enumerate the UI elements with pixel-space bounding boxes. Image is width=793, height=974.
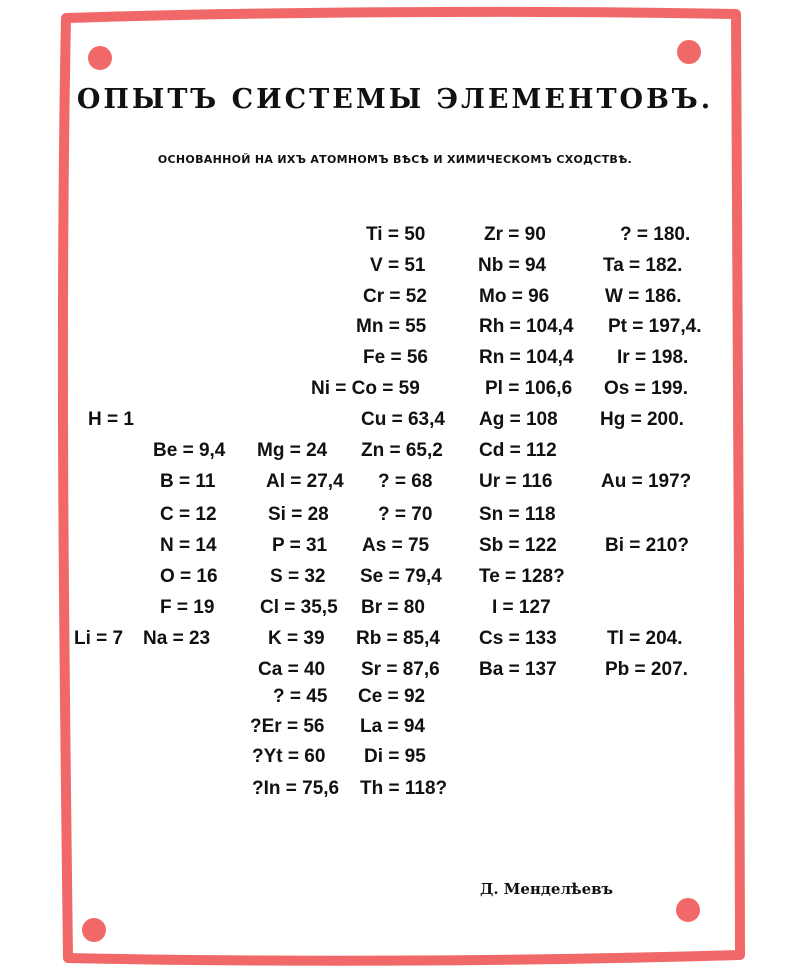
corner-dot-bottom-left [82,918,106,942]
cell-bi: Bi = 210? [605,535,689,556]
cell-cu: Cu = 63,4 [361,409,445,430]
cell-sn: Sn = 118 [479,504,556,525]
cell-unknown-45: ? = 45 [273,686,328,707]
cell-h: H = 1 [88,409,134,430]
cell-ni-co: Ni = Co = 59 [311,378,420,399]
cell-b: B = 11 [160,471,216,492]
cell-pt: Pt = 197,4. [608,316,702,337]
cell-o: O = 16 [160,566,218,587]
cell-hg: Hg = 200. [600,409,684,430]
cell-br: Br = 80 [361,597,425,618]
cell-i: I = 127 [492,597,551,618]
cell-as: As = 75 [362,535,430,556]
cell-nb: Nb = 94 [478,255,547,276]
cell-pb: Pb = 207. [605,659,688,680]
cell-fe: Fe = 56 [363,347,428,368]
cell-ur: Ur = 116 [479,471,553,492]
corner-dot-top-left [88,46,112,70]
cell-in: ?In = 75,6 [252,778,340,799]
cell-di: Di = 95 [364,746,426,767]
cell-unknown-180: ? = 180. [620,224,691,245]
cell-er: ?Er = 56 [250,716,325,737]
cell-ta: Ta = 182. [603,255,683,276]
cell-la: La = 94 [360,716,425,737]
cell-p: P = 31 [272,535,328,556]
cell-be: Be = 9,4 [153,440,226,461]
cell-sr: Sr = 87,6 [361,659,440,680]
cell-unknown-70: ? = 70 [378,504,433,525]
cell-zn: Zn = 65,2 [361,440,443,461]
cell-li: Li = 7 [74,628,124,649]
cell-rn: Rn = 104,4 [479,347,574,368]
cell-zr: Zr = 90 [484,224,546,245]
cell-ca: Ca = 40 [258,659,326,680]
cell-rh: Rh = 104,4 [479,316,574,337]
cell-ag: Ag = 108 [479,409,558,430]
cell-f: F = 19 [160,597,215,618]
cell-w: W = 186. [605,286,682,307]
cell-rb: Rb = 85,4 [356,628,440,649]
cell-au: Au = 197? [601,471,692,492]
cell-cs: Cs = 133 [479,628,557,649]
cell-os: Os = 199. [604,378,688,399]
cell-cd: Cd = 112 [479,440,557,461]
cell-c: C = 12 [160,504,217,525]
cell-ce: Ce = 92 [358,686,426,707]
cell-cr: Cr = 52 [363,286,427,307]
cell-si: Si = 28 [268,504,329,525]
cell-al: Al = 27,4 [266,471,344,492]
cell-ti: Ti = 50 [366,224,426,245]
cell-mo: Mo = 96 [479,286,550,307]
cell-tl: Tl = 204. [607,628,683,649]
cell-s: S = 32 [270,566,326,587]
cell-mn: Mn = 55 [356,316,427,337]
cell-k: K = 39 [268,628,325,649]
cell-sb: Sb = 122 [479,535,557,556]
cell-v: V = 51 [370,255,426,276]
cell-n: N = 14 [160,535,217,556]
cell-se: Se = 79,4 [360,566,442,587]
corner-dot-top-right [677,40,701,64]
signature: Д. Менделѣевъ [480,880,614,898]
cell-unknown-68: ? = 68 [378,471,433,492]
cell-mg: Mg = 24 [257,440,328,461]
page-subtitle: ОСНОВАННОЙ НА ИХЪ АТОМНОМЪ ВѢСѢ И ХИМИЧЕСКОМЪ СХОДСТВѢ. [157,153,633,166]
cell-na: Na = 23 [143,628,211,649]
cell-te: Te = 128? [479,566,565,587]
cell-ba: Ba = 137 [479,659,557,680]
cell-pl: Pl = 106,6 [485,378,573,399]
page-title: ОПЫТЪ СИСТЕМЫ ЭЛЕМЕНТОВЪ. [76,84,714,115]
corner-dot-bottom-right [676,898,700,922]
cell-ir: Ir = 198. [617,347,689,368]
cell-cl: Cl = 35,5 [260,597,338,618]
cell-th: Th = 118? [360,778,448,799]
cell-yt: ?Yt = 60 [252,746,326,767]
